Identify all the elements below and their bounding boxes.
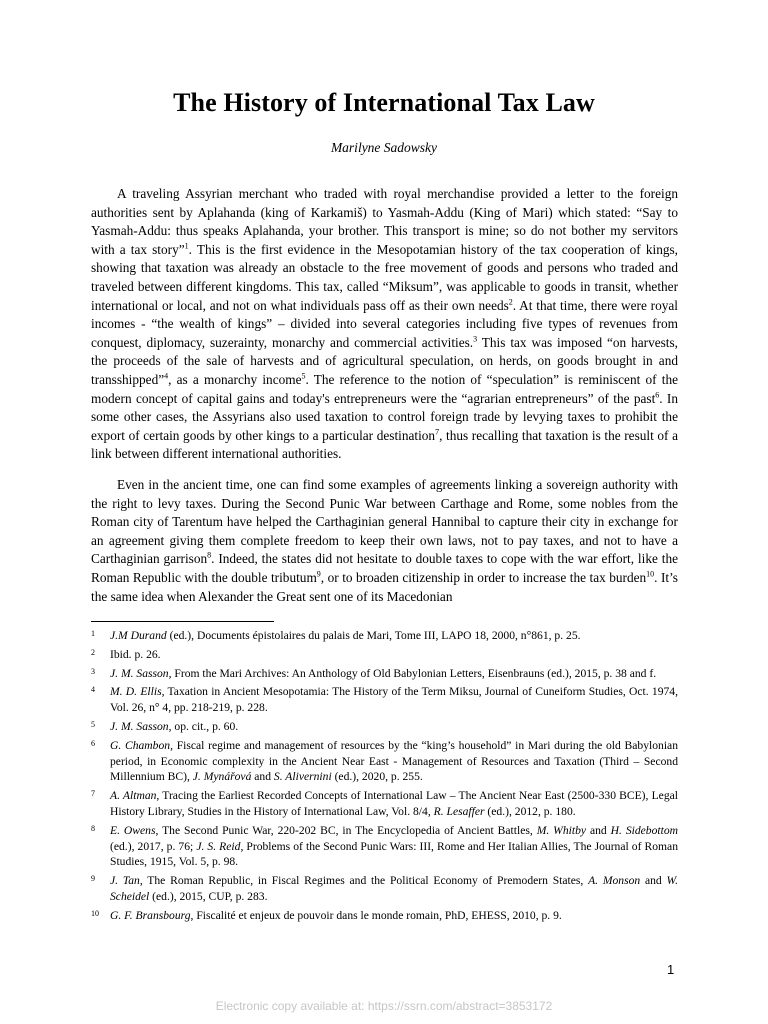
footnote-text <box>110 647 678 663</box>
footnote-3 <box>91 666 678 682</box>
footnote-ref[interactable]: 10 <box>646 569 655 579</box>
text-run: , op. cit., p. 60. <box>168 719 239 733</box>
text-run: (ed.), 2015, CUP, p. 283. <box>149 889 268 903</box>
footnote-7 <box>91 788 678 820</box>
footnote-4 <box>91 684 678 716</box>
text-run: . At that time, there were royal incomes - “the wealth of kings” – divided into several categories including five types of revenues from conquest, diplomacy, suzerainty, monarchy and commercial activities. <box>91 297 678 350</box>
paper-title: The History of International Tax Law <box>173 88 595 117</box>
footnotes <box>91 628 678 927</box>
text-run: , Taxation in Ancient Mesopotamia: The History of the Term Miksu, Journal of Cuneiform Studies, Oct. 1974, Vol. 26, n° 4, pp. 218-219, p. 228. <box>110 685 678 715</box>
text-run: , Tracing the Earliest Recorded Concepts of International Law – The Ancient Near East (2500-330 BCE), Legal History Library, Studies in the History of International Law, Vol. 8/4, <box>110 789 678 818</box>
cited-author: G. Chambon <box>110 738 171 752</box>
footnote-text <box>110 738 678 785</box>
text-run: , as a monarchy income <box>168 371 302 387</box>
text-run: . In some other cases, the Assyrians also used taxation to control foreign trade by levying taxes to prohibit the export of certain goods by other kings to a particular destination <box>91 390 678 443</box>
footnote-text <box>110 628 678 644</box>
footnote-5 <box>91 719 678 735</box>
cited-author: E. Owens <box>110 823 156 837</box>
footnote-number: 2 <box>91 647 95 657</box>
cited-author: A. Altman <box>110 789 157 803</box>
text-run: , Problems of the Second Punic Wars: III, Rome and Her Italian Allies, The Journal of Roman Studies, 1915, Vol. 5, p. 98. <box>110 839 678 869</box>
footnote-6 <box>91 738 678 785</box>
footnote-text <box>110 666 678 682</box>
text-run: , The Second Punic War, 220-202 BC, in The Encyclopedia of Ancient Battles, <box>155 823 537 837</box>
footnote-text <box>110 788 678 820</box>
text-run: (ed.), 2017, p. 76; <box>110 839 197 853</box>
author-name: Marilyne Sadowsky <box>330 140 438 155</box>
footnote-number: 4 <box>91 685 95 695</box>
cited-author: A. Monson <box>588 874 641 888</box>
footnote-ref[interactable]: 2 <box>508 297 513 307</box>
text-run: and <box>251 770 274 784</box>
ssrn-watermark: Electronic copy available at: https://ssrn.com/abstract=3853172 <box>215 999 553 1013</box>
cited-author: G. F. Bransbourg <box>110 908 191 922</box>
text-run: This tax was imposed “on harvests, the proceeds of the sale of harvests and of agricultural speculation, on herds, on goods brought in and transshipped” <box>91 334 678 387</box>
footnote-1 <box>91 628 678 644</box>
text-run: Even in the ancient time, one can find some examples of agreements linking a sovereign authority with the right to levy taxes. During the Second Punic War between Carthage and Rome, some nobles from the Roman city of Tarentum have helped the Carthaginian general Hannibal to capture their city in exchange for an agreement giving them complete freedom to keep their own laws, not to pay taxes, and not to have a Carthaginian garrison <box>91 477 678 567</box>
footnote-ref[interactable]: 5 <box>301 371 306 381</box>
footnote-text <box>110 684 678 716</box>
cited-author: S. Alivernini <box>273 770 332 784</box>
footnote-number: 1 <box>91 629 95 638</box>
cited-author: J. M. Sasson <box>110 666 169 680</box>
footnote-2 <box>91 647 678 663</box>
footnote-ref[interactable]: 8 <box>207 550 212 560</box>
text-run: Ibid. p. 26. <box>110 647 161 661</box>
footnote-ref[interactable]: 4 <box>164 371 169 381</box>
footnote-ref[interactable]: 7 <box>435 427 440 437</box>
body-paragraph-1 <box>91 185 678 464</box>
text-run: (ed.), 2012, p. 180. <box>484 804 576 818</box>
cited-author: M. Whitby <box>536 823 587 837</box>
footnote-ref[interactable]: 3 <box>473 334 478 344</box>
text-run: , Fiscalité et enjeux de pouvoir dans le monde romain, PhD, EHESS, 2010, p. 9. <box>190 908 562 922</box>
footnote-number: 9 <box>91 874 95 884</box>
text-run: . It’s the same idea when Alexander the Great sent one of its Macedonian <box>91 569 678 604</box>
paragraph-text <box>91 476 678 606</box>
footnote-separator <box>91 621 274 622</box>
cited-author: J. M. Sasson <box>110 719 169 733</box>
footnote-number: 8 <box>91 823 95 833</box>
text-run: . This is the first evidence in the Mesopotamian history of the tax cooperation of kings, showing that taxation was already an obstacle to the free movement of goods and persons who traded and traveled between different kingdoms. This tax, called “Miksum”, was applicable to goods in transit, whether international or local, and not on what individuals pass off as their own needs <box>91 241 678 313</box>
cited-author: J. S. Reid <box>196 839 241 853</box>
text-run: . The reference to the notion of “speculation” is reminiscent of the modern concept of capital gains and today's entrepreneurs were the “agrarian entrepreneurs” of the past <box>91 371 679 406</box>
text-run: A traveling Assyrian merchant who traded with royal merchandise provided a letter to the foreign authorities sent by Aplahanda (king of Karkamiš) to Yasmah-Addu (King of Mari) which stated: “Say to Yasmah-Addu: thus speaks Aplahanda, your brother. This transport is mine; so do not bother my servitors with a tax story” <box>91 186 678 257</box>
footnote-number: 6 <box>91 738 95 748</box>
cited-author: W. Scheidel <box>110 874 679 903</box>
page-number: 1 <box>667 962 675 977</box>
footnote-9 <box>91 873 678 905</box>
text-run: , The Roman Republic, in Fiscal Regimes and the Political Economy of Premodern States, <box>139 874 589 888</box>
body-paragraph-2 <box>91 476 678 606</box>
footnote-text <box>110 873 678 905</box>
text-run: , thus recalling that taxation is the result of a link between different international authorities. <box>91 427 678 462</box>
cited-author: J. Tan <box>110 874 140 888</box>
text-run: , From the Mari Archives: An Anthology of Old Babylonian Letters, Eisenbrauns (ed.), 2015, p. 38 and f. <box>168 666 657 680</box>
footnote-number: 7 <box>91 789 95 799</box>
footnote-number: 5 <box>91 719 95 729</box>
footnote-ref[interactable]: 1 <box>184 241 189 251</box>
cited-author: J.M Durand <box>110 629 167 642</box>
footnote-10 <box>91 908 678 924</box>
footnote-8 <box>91 823 678 870</box>
text-run: , Fiscal regime and management of resources by the “king’s household” in Mari during the old Babylonian period, in Economic complexity in the Ancient Near East - Management of Resources and Taxation (Third – Second Millennium BC), <box>110 738 678 784</box>
cited-author: R. Lesaffer <box>433 804 485 818</box>
text-run: and <box>640 874 667 888</box>
footnote-number: 10 <box>91 908 99 918</box>
footnote-number: 3 <box>91 666 95 676</box>
cited-author: J. Mynářová <box>192 770 252 784</box>
text-run: . Indeed, the states did not hesitate to double taxes to cope with the war effort, like the Roman Republic with the double tributum <box>91 551 678 585</box>
footnote-text <box>110 908 678 924</box>
footnote-text <box>110 719 678 735</box>
text-run: (ed.), 2020, p. 255. <box>331 770 423 784</box>
text-run: (ed.), Documents épistolaires du palais de Mari, Tome III, LAPO 18, 2000, n°861, p. 25. <box>166 629 581 642</box>
footnote-ref[interactable]: 6 <box>655 390 660 400</box>
text-run: and <box>586 823 611 837</box>
text-run: , or to broaden citizenship in order to increase the tax burden <box>320 569 647 585</box>
cited-author: H. Sidebottom <box>610 823 678 837</box>
footnote-ref[interactable]: 9 <box>316 569 321 579</box>
footnote-text <box>110 823 678 870</box>
paragraph-text <box>91 185 678 464</box>
cited-author: M. D. Ellis <box>110 685 162 699</box>
